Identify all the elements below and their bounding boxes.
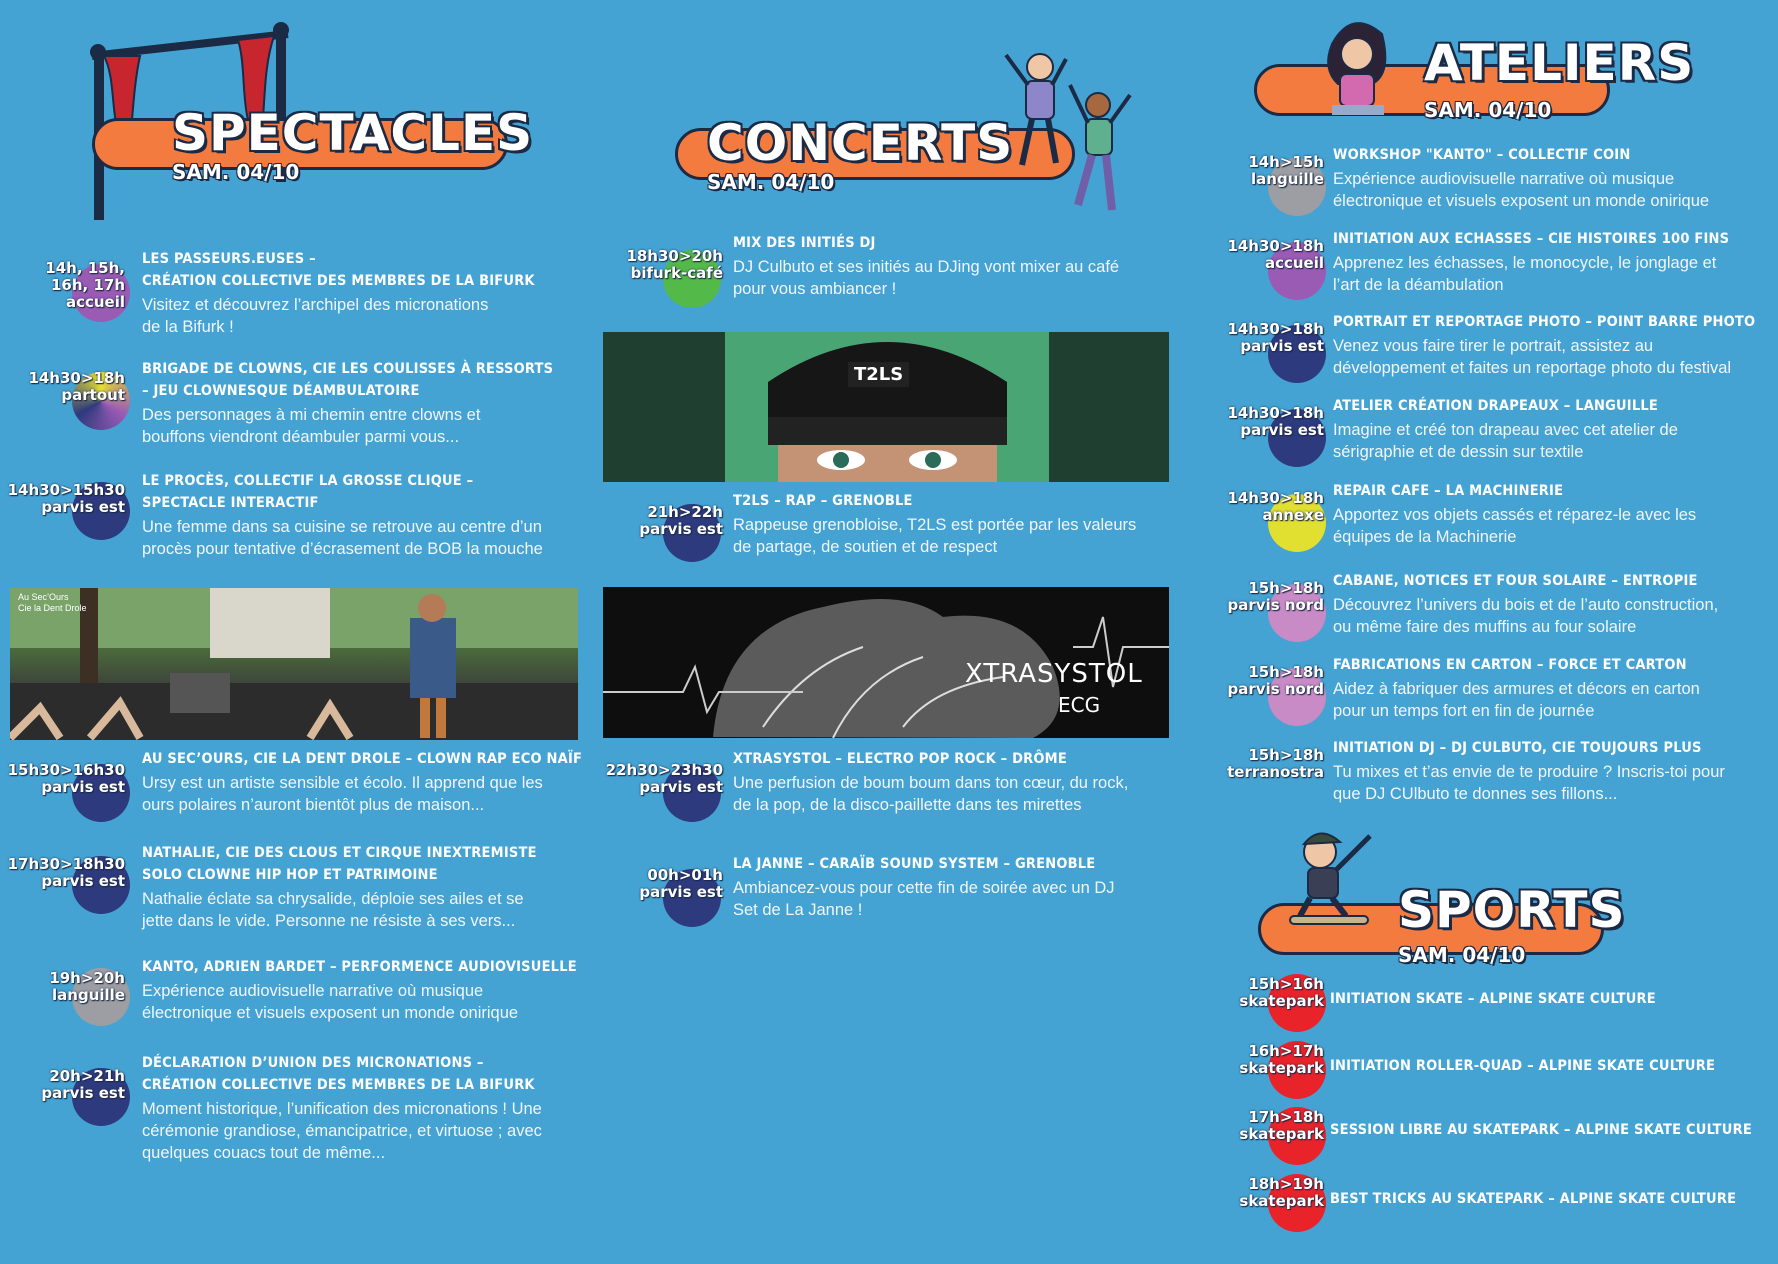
event-description: Ambiancez-vous pour cette fin de soirée avec un DJ Set de La Janne !	[733, 879, 1115, 919]
event-description: Venez vous faire tirer le portrait, assistez au développement et faites un reportage photo du festival	[1333, 337, 1732, 377]
event-time: 20h>21h parvis est	[41, 1067, 125, 1102]
xtrasystol-subtitle: ECG	[1058, 693, 1101, 717]
atelier-portrait-photo	[1210, 313, 1778, 393]
atelier-drapeaux	[1210, 397, 1778, 477]
event-t2ls	[595, 492, 1185, 572]
section-date: SAM. 04/10	[172, 160, 300, 184]
atelier-carton	[1210, 656, 1778, 736]
section-date: SAM. 04/10	[707, 170, 835, 194]
photo-caption: Au Sec’Ours Cie la Dent Drole	[18, 592, 87, 613]
event-xtrasystol	[595, 750, 1185, 830]
event-time: 14h30>18h parvis est	[1227, 404, 1324, 439]
event-title: BRIGADE DE CLOWNS, CIE LES COULISSES À RESSORTS – JEU CLOWNESQUE DÉAMBULATOIRE	[142, 361, 554, 399]
skater-icon	[1270, 824, 1400, 934]
event-title: PORTRAIT ET REPORTAGE PHOTO – POINT BARRE PHOTO	[1333, 314, 1756, 330]
beanie-label: T2LS	[848, 362, 909, 387]
event-kanto	[0, 958, 590, 1028]
event-title: KANTO, ADRIEN BARDET – PERFORMENCE AUDIOVISUELLE	[142, 959, 577, 975]
event-title: NATHALIE, CIE DES CLOUS ET CIRQUE INEXTREMISTE SOLO CLOWNE HIP HOP ET PATRIMOINE	[142, 845, 537, 883]
event-time: 15h>16h skatepark	[1239, 975, 1324, 1010]
event-time: 14h30>18h annexe	[1227, 489, 1324, 524]
xtrasystol-artwork	[603, 587, 1169, 738]
event-title: INITIATION ROLLER-QUAD – ALPINE SKATE CULTURE	[1330, 1058, 1716, 1074]
event-mix-inities	[595, 232, 1185, 312]
event-time: 15h>18h parvis nord	[1227, 579, 1324, 614]
event-title: DÉCLARATION D’UNION DES MICRONATIONS – CRÉATION COLLECTIVE DES MEMBRES DE LA BIFURK	[142, 1055, 535, 1093]
event-title: INITIATION AUX ECHASSES – CIE HISTOIRES 100 FINS	[1333, 231, 1730, 247]
event-description: Tu mixes et t’as envie de te produire ? Inscris-toi pour que DJ CUlbuto te donnes ses fillons...	[1333, 763, 1725, 803]
event-title: LES PASSEURS.EUSES – CRÉATION COLLECTIVE DES MEMBRES DE LA BIFURK	[142, 251, 535, 289]
event-title: INITIATION SKATE – ALPINE SKATE CULTURE	[1330, 991, 1656, 1007]
event-time: 14h30>18h accueil	[1227, 237, 1324, 272]
event-time: 18h30>20h bifurk-café	[626, 247, 723, 282]
event-title: INITIATION DJ – DJ CULBUTO, CIE TOUJOURS PLUS	[1333, 740, 1702, 756]
sport-best-tricks	[1210, 1172, 1778, 1232]
event-description: DJ Culbuto et ses initiés au DJing vont mixer au café pour vous ambiancer !	[733, 258, 1120, 298]
event-title: XTRASYSTOL – ELECTRO POP ROCK – DRÔME	[733, 751, 1067, 767]
event-la-janne	[595, 855, 1185, 935]
atelier-echasses	[1210, 230, 1778, 310]
event-description: Nathalie éclate sa chrysalide, déploie ses ailes et se jette dans le vide. Personne ne résiste à ses vers...	[142, 890, 524, 930]
event-description: Expérience audiovisuelle narrative où musique électronique et visuels exposent un monde onirique	[1333, 170, 1710, 210]
event-title: FABRICATIONS EN CARTON – FORCE ET CARTON	[1333, 657, 1687, 673]
event-time: 14h30>18h parvis est	[1227, 320, 1324, 355]
section-date: SAM. 04/10	[1398, 943, 1526, 967]
event-declaration-union	[0, 1054, 590, 1164]
event-title: LE PROCÈS, COLLECTIF LA GROSSE CLIQUE – SPECTACLE INTERACTIF	[142, 473, 474, 511]
event-description: Aidez à fabriquer des armures et décors en carton pour un temps fort en fin de journée	[1333, 680, 1700, 720]
event-title: SESSION LIBRE AU SKATEPARK – ALPINE SKATE CULTURE	[1330, 1122, 1752, 1138]
sport-initiation-skate	[1210, 972, 1778, 1032]
xtrasystol-logo: XTRASYSTOL	[965, 659, 1143, 689]
event-title: ATELIER CRÉATION DRAPEAUX – LANGUILLE	[1333, 398, 1658, 414]
event-time: 18h>19h skatepark	[1239, 1175, 1324, 1210]
event-title: LA JANNE – CARAÏB SOUND SYSTEM – GRENOBLE	[733, 856, 1096, 872]
event-description: Découvrez l’univers du bois et de l’auto construction, ou même faire des muffins au four solaire	[1333, 596, 1719, 636]
event-description: Une femme dans sa cuisine se retrouve au centre d’un procès pour tentative d’écrasement de BOB la mouche	[142, 518, 543, 558]
event-nathalie	[0, 844, 590, 934]
event-time: 17h>18h skatepark	[1239, 1108, 1324, 1143]
event-description: Des personnages à mi chemin entre clowns et bouffons viendront déambuler parmi vous...	[142, 406, 481, 446]
girl-character-icon	[1302, 14, 1412, 124]
event-title: AU SEC’OURS, CIE LA DENT DROLE – CLOWN RAP ECO NAÏF	[142, 751, 583, 767]
clown-rap-photo	[10, 588, 578, 740]
atelier-cabane	[1210, 572, 1778, 652]
section-date: SAM. 04/10	[1424, 98, 1552, 122]
event-description: Moment historique, l’unification des micronations ! Une cérémonie grandiose, émancipatrice, et virtuose ; avec quelques couacs tout de même...	[142, 1100, 542, 1162]
event-description: Imagine et créé ton drapeau avec cet atelier de sérigraphie et de dessin sur textile	[1333, 421, 1678, 461]
event-au-secours	[0, 750, 590, 830]
beanie-face-illustration	[603, 332, 1169, 482]
section-title: SPORTS	[1398, 881, 1626, 939]
event-description: Ursy est un artiste sensible et écolo. Il apprend que les ours polaires n’auront bientôt plus de maison...	[142, 774, 543, 814]
event-title: CABANE, NOTICES ET FOUR SOLAIRE – ENTROPIE	[1333, 573, 1698, 589]
atelier-kanto	[1210, 146, 1778, 226]
event-time: 21h>22h parvis est	[639, 503, 723, 538]
atelier-initiation-dj	[1210, 739, 1778, 819]
event-time: 16h>17h skatepark	[1239, 1042, 1324, 1077]
concert-scene-illustration	[10, 588, 578, 740]
event-title: T2LS – RAP – GRENOBLE	[733, 493, 913, 509]
sport-session-libre	[1210, 1105, 1778, 1165]
event-title: MIX DES INITIÉS DJ	[733, 235, 876, 251]
event-time: 22h30>23h30 parvis est	[605, 761, 723, 796]
event-description: Apprenez les échasses, le monocycle, le jonglage et l’art de la déambulation	[1333, 254, 1717, 294]
event-title: WORKSHOP "KANTO" – COLLECTIF COIN	[1333, 147, 1631, 163]
event-description: Apportez vos objets cassés et réparez-le avec les équipes de la Machinerie	[1333, 506, 1697, 546]
section-title: SPECTACLES	[172, 104, 534, 162]
event-title: BEST TRICKS AU SKATEPARK – ALPINE SKATE CULTURE	[1330, 1191, 1737, 1207]
event-le-proces	[0, 472, 590, 562]
event-time: 14h>15h languille	[1248, 153, 1324, 188]
event-time: 15h>18h terranostra	[1227, 746, 1324, 781]
event-time: 14h30>15h30 parvis est	[7, 481, 125, 516]
event-passeurs	[0, 250, 590, 340]
event-brigade-clowns	[0, 360, 590, 450]
t2ls-photo	[603, 332, 1169, 482]
event-description: Une perfusion de boum boum dans ton cœur, du rock, de la pop, de la disco-paillette dans tes mirettes	[733, 774, 1129, 814]
event-time: 14h30>18h partout	[28, 369, 125, 404]
event-time: 00h>01h parvis est	[639, 866, 723, 901]
event-time: 14h, 15h, 16h, 17h accueil	[45, 259, 125, 311]
event-title: REPAIR CAFE – LA MACHINERIE	[1333, 483, 1564, 499]
event-time: 15h>18h parvis nord	[1227, 663, 1324, 698]
event-description: Expérience audiovisuelle narrative où musique électronique et visuels exposent un monde onirique	[142, 982, 519, 1022]
spectacles-banner	[92, 104, 534, 184]
sport-initiation-roller	[1210, 1039, 1778, 1099]
event-time: 15h30>16h30 parvis est	[7, 761, 125, 796]
event-time: 19h>20h languille	[49, 969, 125, 1004]
event-time: 17h30>18h30 parvis est	[7, 855, 125, 890]
section-title: ATELIERS	[1424, 34, 1695, 92]
atelier-repair-cafe	[1210, 482, 1778, 562]
dancing-people-icon	[1000, 45, 1150, 220]
event-description: Rappeuse grenobloise, T2LS est portée par les valeurs de partage, de soutien et de respect	[733, 516, 1137, 556]
section-title: CONCERTS	[707, 114, 1014, 172]
event-description: Visitez et découvrez l’archipel des micronations de la Bifurk !	[142, 296, 489, 336]
